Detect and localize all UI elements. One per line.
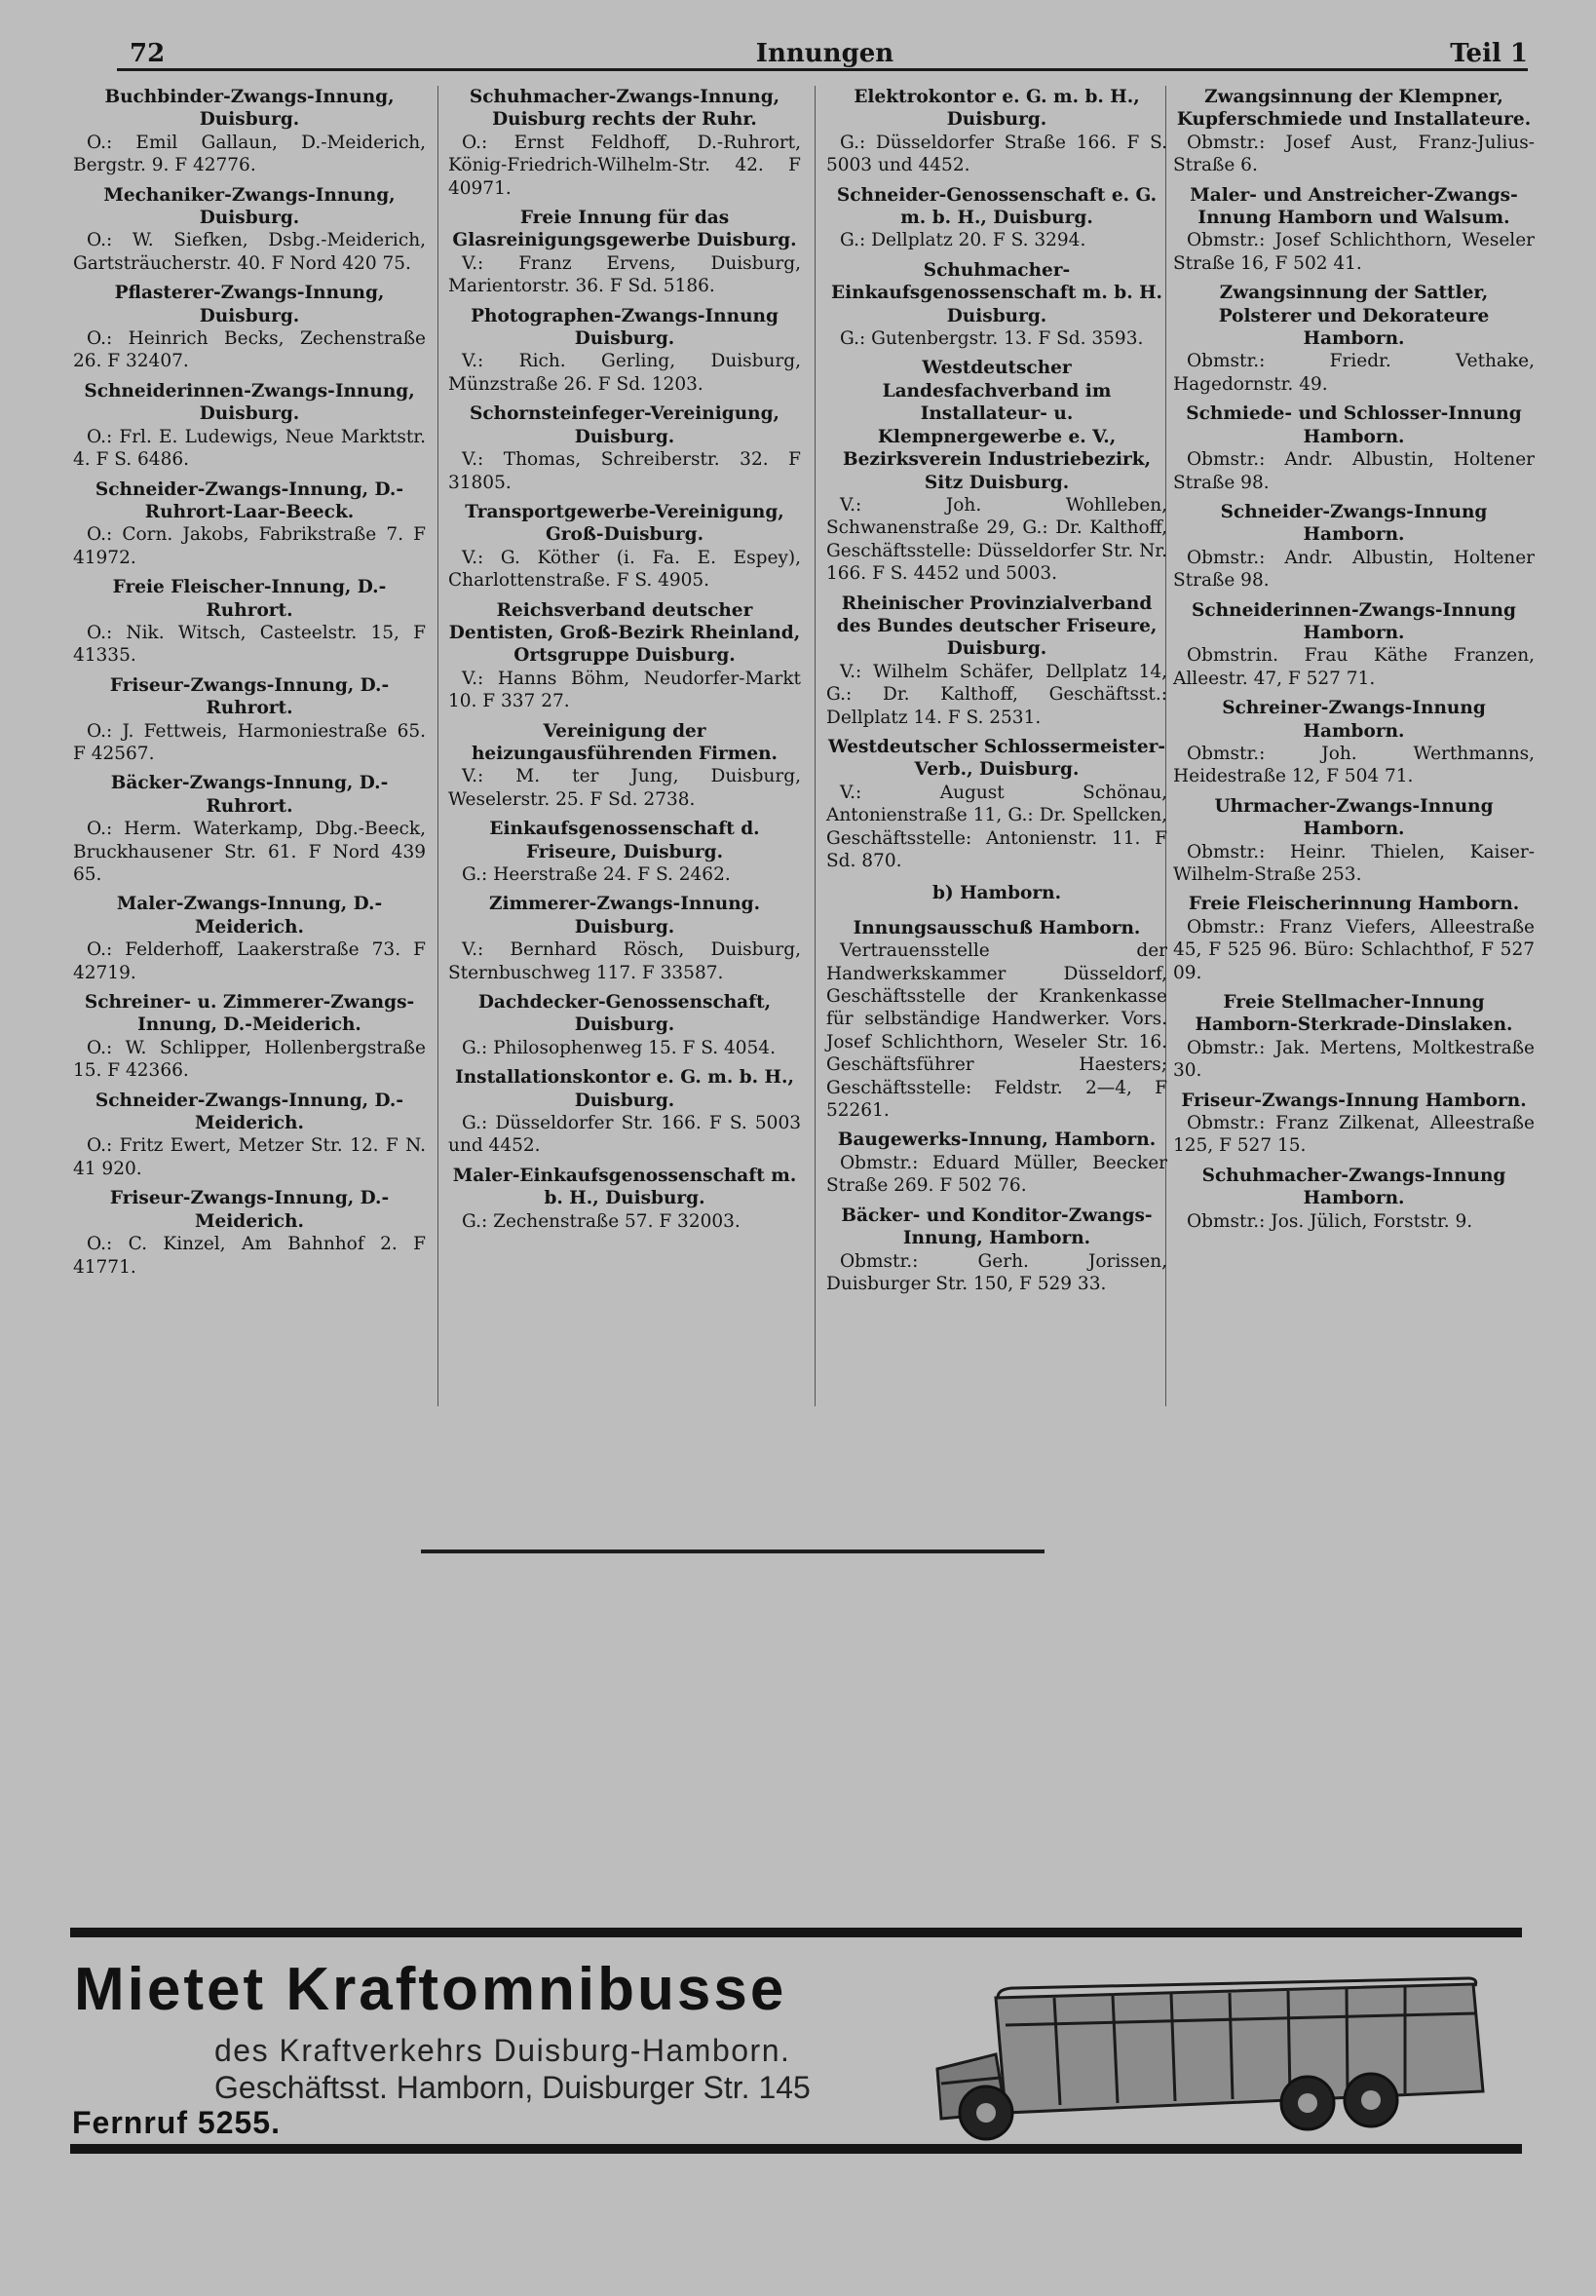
entry-details: G.: Dellplatz 20. F S. 3294.: [840, 230, 1086, 251]
entry-details: O.: Felderhoff, Laakerstraße 73. F 42719.: [73, 939, 426, 983]
entry-details: V.: Rich. Gerling, Duisburg, Münzstraße 26. F Sd. 1203.: [448, 351, 801, 395]
directory-entry: [1173, 893, 1535, 984]
directory-entry: [448, 818, 801, 886]
column-3-hamborn: [826, 917, 1167, 1296]
column-1: [73, 86, 426, 1285]
entry-details: O.: W. Siefken, Dsbg.-Meiderich, Gartsträucherstr. 40. F Nord 420 75.: [73, 230, 426, 274]
directory-entry: [1173, 86, 1535, 177]
entry-name: Einkaufsgenossenschaft d. Friseure, Duisburg.: [489, 819, 760, 862]
directory-entry: [448, 207, 801, 298]
entry-name: Zwangsinnung der Sattler, Polsterer und Dekorateure Hamborn.: [1218, 283, 1490, 350]
entry-details: G.: Heerstraße 24. F S. 2462.: [462, 864, 731, 885]
entry-details: Obmstr.: Joh. Werthmanns, Heidestraße 12, F 504 71.: [1173, 743, 1535, 787]
entry-name: Freie Fleischerinnung Hamborn.: [1188, 894, 1520, 915]
entry-name: Zimmerer-Zwangs-Innung. Duisburg.: [488, 894, 761, 938]
directory-entry: [1173, 184, 1535, 276]
entry-name: Maler- und Anstreicher-Zwangs-Innung Hamborn und Walsum.: [1190, 184, 1518, 229]
entry-name: Friseur-Zwangs-Innung, D.-Meiderich.: [109, 1188, 390, 1232]
entry-name: Schmiede- und Schlosser-Innung Hamborn.: [1186, 403, 1522, 447]
column-2: [448, 86, 801, 1240]
directory-entry: [826, 593, 1167, 729]
directory-entry: [1173, 697, 1535, 788]
directory-entry: [73, 1187, 426, 1279]
directory-entry: [826, 184, 1167, 252]
directory-entry: [826, 357, 1167, 585]
entry-name: Installationskontor e. G. m. b. H., Duisburg.: [455, 1067, 794, 1111]
entry-details: V.: Wilhelm Schäfer, Dellplatz 14, G.: Dr. Kalthoff, Geschäftsst.: Dellplatz 14. F S. 2531.: [826, 661, 1167, 728]
entry-details: Obmstr.: Heinr. Thielen, Kaiser-Wilhelm-Straße 253.: [1173, 841, 1535, 885]
entry-details: V.: Franz Ervens, Duisburg, Marientorstr. 36. F Sd. 5186.: [448, 252, 801, 297]
entry-details: V.: G. Köther (i. Fa. E. Espey), Charlottenstraße. F S. 4905.: [448, 547, 801, 592]
entry-name: Mechaniker-Zwangs-Innung, Duisburg.: [103, 184, 396, 229]
entry-details: O.: Corn. Jakobs, Fabrikstraße 7. F 41972.: [73, 524, 426, 568]
entry-name: Schneiderinnen-Zwangs-Innung, Duisburg.: [84, 380, 415, 425]
entry-name: Photographen-Zwangs-Innung Duisburg.: [471, 305, 779, 350]
entry-details: O.: Fritz Ewert, Metzer Str. 12. F N. 41 920.: [73, 1135, 426, 1179]
directory-entry: [826, 1129, 1167, 1197]
column-3-duisburg: [826, 86, 1167, 872]
entry-details: Obmstr.: Josef Schlichthorn, Weseler Straße 16, F 502 41.: [1173, 230, 1535, 274]
directory-entry: [1173, 1090, 1535, 1158]
ad-line-1: des Kraftverkehrs Duisburg-Hamborn.: [214, 2033, 791, 2068]
entry-details: G.: Philosophenweg 15. F S. 4054.: [462, 1037, 776, 1058]
directory-entry: [73, 576, 426, 668]
entry-details: O.: Heinrich Becks, Zechenstraße 26. F 32407.: [73, 328, 426, 372]
directory-entry: [448, 991, 801, 1059]
entry-name: Schornsteinfeger-Vereinigung, Duisburg.: [470, 403, 779, 447]
entry-name: Pflasterer-Zwangs-Innung, Duisburg.: [114, 283, 385, 326]
directory-entry: [826, 86, 1167, 177]
entry-name: Innungsausschuß Hamborn.: [853, 917, 1141, 938]
entry-name: Buchbinder-Zwangs-Innung, Duisburg.: [104, 87, 395, 131]
directory-entry: [448, 599, 801, 713]
directory-entry: [73, 772, 426, 886]
entry-details: Obmstr.: Franz Viefers, Alleestraße 45, F 525 96. Büro: Schlachthof, F 527 09.: [1173, 916, 1535, 983]
entry-details: Obmstr.: Eduard Müller, Beecker Straße 269. F 502 76.: [826, 1152, 1167, 1197]
entry-details: V.: Hanns Böhm, Neudorfer-Markt 10. F 337 27.: [448, 668, 801, 712]
entry-name: Dachdecker-Genossenschaft, Duisburg.: [477, 992, 772, 1036]
entry-name: Westdeutscher Landesfachverband im Installateur- u. Klempnergewerbe e. V., Bezirksverein Industriebezirk, Sitz Duisburg.: [842, 358, 1152, 493]
ad-phone: Fernruf 5255.: [72, 2105, 281, 2140]
page-number: 72: [130, 39, 166, 68]
directory-entry: [73, 282, 426, 373]
entry-details: V.: Joh. Wohlleben, Schwanenstraße 29, G.: Dr. Kalthoff, Geschäftsstelle: Düsseldorfer Str. Nr. 166. F S. 4452 und 5003.: [826, 494, 1167, 585]
directory-entry: [73, 478, 426, 570]
entry-name: Schneider-Zwangs-Innung, D.-Meiderich.: [95, 1090, 404, 1134]
entry-name: Schneider-Zwangs-Innung Hamborn.: [1220, 501, 1488, 546]
directory-entry: [448, 402, 801, 494]
entry-details: O.: Frl. E. Ludewigs, Neue Marktstr. 4. F S. 6486.: [73, 426, 426, 471]
entry-name: Freie Stellmacher-Innung Hamborn-Sterkrade-Dinslaken.: [1195, 992, 1513, 1036]
entry-name: Schneider-Genossenschaft e. G. m. b. H., Duisburg.: [836, 184, 1158, 229]
entry-details: Obmstr.: Friedr. Vethake, Hagedornstr. 49.: [1173, 351, 1535, 395]
entry-name: Maler-Zwangs-Innung, D.-Meiderich.: [116, 894, 383, 938]
entry-name: Bäcker-Zwangs-Innung, D.-Ruhrort.: [110, 773, 389, 817]
entry-name: Maler-Einkaufsgenossenschaft m. b. H., Duisburg.: [452, 1165, 797, 1209]
directory-entry: [1173, 991, 1535, 1083]
column-4: [1173, 86, 1535, 1240]
column-divider: [815, 86, 816, 1406]
entry-name: Vereinigung der heizungausführenden Firmen.: [471, 720, 778, 764]
part-label: Teil 1: [1450, 39, 1528, 68]
directory-entry: [448, 501, 801, 593]
running-header: [122, 39, 1528, 78]
entry-name: Schuhmacher-Einkaufsgenossenschaft m. b. H. Duisburg.: [830, 259, 1162, 326]
entry-name: Friseur-Zwangs-Innung, D.-Ruhrort.: [109, 674, 390, 719]
entry-details: Obmstr.: Jak. Mertens, Moltkestraße 30.: [1173, 1037, 1535, 1082]
directory-entry: [448, 305, 801, 397]
entry-details: Obmstr.: Josef Aust, Franz-Julius-Straße 6.: [1173, 132, 1535, 176]
entry-name: Schuhmacher-Zwangs-Innung Hamborn.: [1201, 1165, 1506, 1209]
ad-top-rule: [70, 1928, 1522, 1937]
entry-details: Vertrauensstelle der Handwerkskammer Düsseldorf, Geschäftsstelle der Krankenkasse für selbständige Handwerker. Vors. Josef Schlichthorn, Weseler Str. 16. Geschäftsführer Haesters; Geschäftsstelle: Feldstr. 2—4, F 52261.: [826, 940, 1167, 1122]
entry-name: Friseur-Zwangs-Innung Hamborn.: [1181, 1090, 1527, 1111]
entry-name: Elektrokontor e. G. m. b. H., Duisburg.: [854, 87, 1140, 131]
ad-bottom-rule: [70, 2144, 1522, 2154]
entry-details: Obmstrin. Frau Käthe Franzen, Alleestr. 47, F 527 71.: [1173, 645, 1535, 689]
entry-details: O.: J. Fettweis, Harmoniestraße 65. F 42567.: [73, 720, 426, 764]
entry-details: Obmstr.: Andr. Albustin, Holtener Straße 98.: [1173, 547, 1535, 592]
ad-headline: Mietet Kraftomnibusse: [74, 1956, 787, 2023]
end-of-listing-rule: [421, 1550, 1045, 1553]
entry-name: Rheinischer Provinzialverband des Bundes deutscher Friseure, Duisburg.: [836, 593, 1158, 660]
entry-name: Schuhmacher-Zwangs-Innung, Duisburg rechts der Ruhr.: [469, 87, 780, 131]
entry-details: G.: Düsseldorfer Str. 166. F S. 5003 und 4452.: [448, 1113, 801, 1157]
entry-name: Freie Innung für das Glasreinigungsgewerbe Duisburg.: [452, 208, 797, 251]
bus-illustration: [928, 1976, 1512, 2142]
entry-name: Uhrmacher-Zwangs-Innung Hamborn.: [1214, 795, 1494, 840]
entry-name: Transportgewerbe-Vereinigung, Groß-Duisburg.: [465, 501, 784, 546]
directory-entry: [73, 674, 426, 766]
entry-details: Obmstr.: Gerh. Jorissen, Duisburger Str. 150, F 529 33.: [826, 1250, 1167, 1294]
directory-entry: [448, 1066, 801, 1158]
section-heading-hamborn: b) Hamborn.: [931, 883, 1062, 904]
directory-entry: [73, 893, 426, 984]
directory-entry: [1173, 282, 1535, 396]
entry-details: V.: August Schönau, Antonienstraße 11, G.: Dr. Spellcken, Geschäftsstelle: Antonienstr. 11. F Sd. 870.: [826, 782, 1167, 871]
entry-details: Obmstr.: Jos. Jülich, Forststr. 9.: [1187, 1210, 1473, 1232]
directory-entry: [73, 991, 426, 1083]
entry-details: G.: Zechenstraße 57. F 32003.: [462, 1210, 741, 1232]
entry-details: G.: Gutenbergstr. 13. F Sd. 3593.: [840, 328, 1144, 350]
entry-details: O.: Nik. Witsch, Casteelstr. 15, F 41335.: [73, 622, 426, 667]
entry-details: V.: M. ter Jung, Duisburg, Weselerstr. 25. F Sd. 2738.: [448, 766, 801, 810]
directory-entry: [826, 1205, 1167, 1296]
entry-details: O.: W. Schlipper, Hollenbergstraße 15. F 42366.: [73, 1037, 426, 1082]
entry-name: Baugewerks-Innung, Hamborn.: [837, 1129, 1157, 1151]
entry-details: O.: C. Kinzel, Am Bahnhof 2. F 41771.: [73, 1234, 426, 1278]
directory-entry: [1173, 402, 1535, 494]
directory-entry: [448, 1165, 801, 1233]
entry-details: O.: Ernst Feldhoff, D.-Ruhrort, König-Friedrich-Wilhelm-Str. 42. F 40971.: [448, 132, 801, 199]
entry-details: Obmstr.: Andr. Albustin, Holtener Straße 98.: [1173, 449, 1535, 493]
entry-details: Obmstr.: Franz Zilkenat, Alleestraße 125, F 527 15.: [1173, 1113, 1535, 1157]
entry-details: O.: Emil Gallaun, D.-Meiderich, Bergstr. 9. F 42776.: [73, 132, 426, 176]
directory-entry: [73, 380, 426, 472]
entry-name: Schreiner- u. Zimmerer-Zwangs-Innung, D.-Meiderich.: [84, 992, 415, 1036]
entry-name: Schneider-Zwangs-Innung, D.-Ruhrort-Laar-Beeck.: [95, 478, 404, 522]
directory-entry: [73, 86, 426, 177]
directory-entry: [1173, 795, 1535, 887]
entry-name: Freie Fleischer-Innung, D.-Ruhrort.: [112, 577, 387, 621]
directory-entry: [73, 184, 426, 276]
directory-entry: [826, 736, 1167, 872]
directory-entry: [73, 1090, 426, 1181]
column-divider: [437, 86, 438, 1406]
entry-details: V.: Bernhard Rösch, Duisburg, Sternbuschweg 117. F 33587.: [448, 939, 801, 983]
entry-name: Zwangsinnung der Klempner, Kupferschmiede und Installateure.: [1176, 87, 1532, 131]
entry-name: Westdeutscher Schlossermeister-Verb., Duisburg.: [827, 736, 1166, 781]
entry-details: V.: Thomas, Schreiberstr. 32. F 31805.: [448, 449, 801, 493]
entry-details: G.: Düsseldorfer Straße 166. F S. 5003 und 4452.: [826, 132, 1167, 176]
directory-entry: [826, 917, 1167, 1123]
directory-entry: [826, 259, 1167, 351]
page-title: Innungen: [755, 39, 894, 68]
column-3: [826, 86, 1167, 1302]
entry-details: O.: Herm. Waterkamp, Dbg.-Beeck, Bruckhausener Str. 61. F Nord 439 65.: [73, 819, 426, 885]
entry-name: Schneiderinnen-Zwangs-Innung Hamborn.: [1192, 599, 1516, 643]
entry-name: Schreiner-Zwangs-Innung Hamborn.: [1222, 698, 1486, 742]
directory-entry: [448, 893, 801, 984]
directory-entry: [1173, 501, 1535, 593]
directory-entry: [448, 720, 801, 812]
header-rule: [117, 68, 1528, 71]
entry-name: Bäcker- und Konditor-Zwangs-Innung, Hamborn.: [841, 1205, 1153, 1249]
advertisement: [70, 1918, 1522, 2167]
directory-entry: [1173, 1165, 1535, 1233]
directory-entry: [448, 86, 801, 200]
entry-name: Reichsverband deutscher Dentisten, Groß-Bezirk Rheinland, Ortsgruppe Duisburg.: [448, 599, 801, 667]
ad-line-2: Geschäftsst. Hamborn, Duisburger Str. 145: [214, 2070, 811, 2105]
directory-entry: [1173, 599, 1535, 691]
